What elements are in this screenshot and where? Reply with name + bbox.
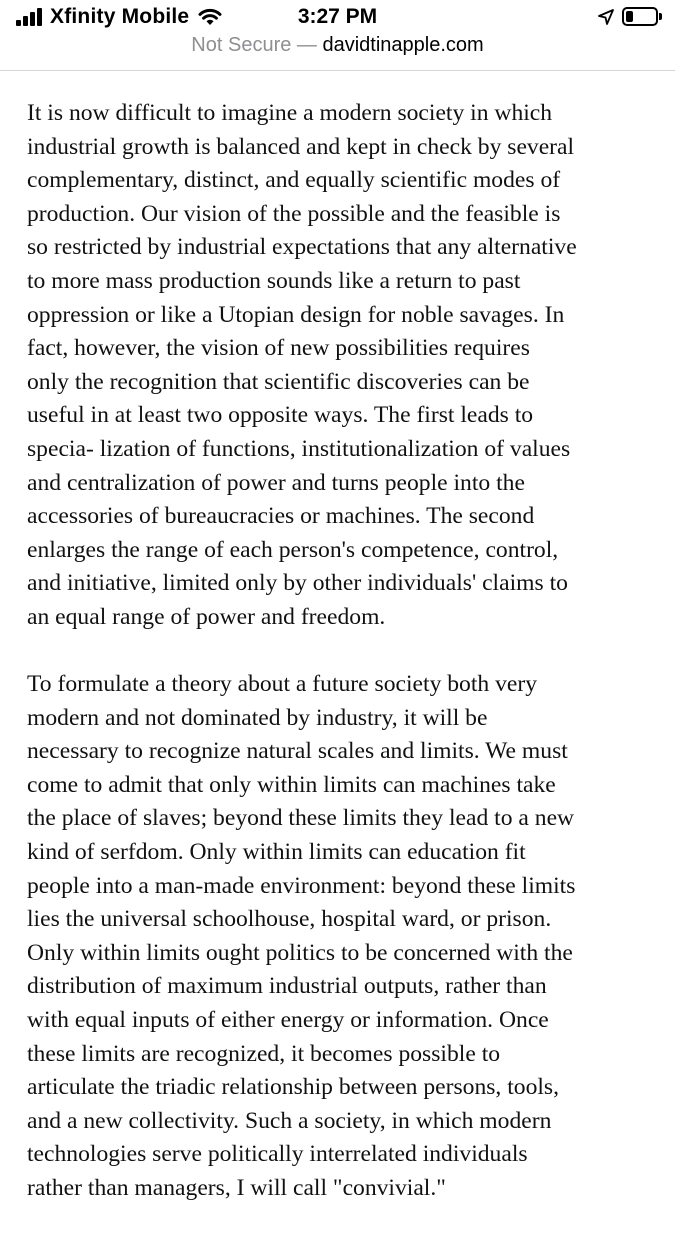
- text-line: industrial growth is balanced and kept in check by several: [27, 133, 575, 160]
- text-line: the place of slaves; beyond these limits they lead to a new: [27, 805, 575, 832]
- text-line: articulate the triadic relationship between persons, tools,: [27, 1074, 559, 1101]
- carrier-name: Xfinity Mobile: [50, 5, 190, 28]
- text-line: rather than managers, I will call "convivial.": [27, 1175, 446, 1201]
- location-arrow-icon: [597, 8, 615, 26]
- text-line: production. Our vision of the possible and the feasible is: [27, 200, 561, 227]
- text-line: lies the universal schoolhouse, hospital ward, or prison.: [27, 906, 552, 933]
- text-line: It is now difficult to imagine a modern society in which: [27, 100, 553, 126]
- battery-level: [626, 11, 633, 22]
- address-bar[interactable]: [0, 34, 675, 66]
- domain-label: davidtinapple.com: [322, 34, 484, 56]
- address-separator: —: [291, 34, 323, 56]
- paragraph-2: [27, 668, 655, 1206]
- text-line: specia- lization of functions, institutionalization of values: [27, 435, 571, 462]
- toolbar-divider: [0, 70, 675, 71]
- text-line: these limits are recognized, it becomes possible to: [27, 1040, 501, 1067]
- text-line: fact, however, the vision of new possibilities requires: [27, 335, 530, 362]
- text-line: accessories of bureaucracies or machines. The second: [27, 503, 535, 530]
- text-line: and centralization of power and turns people into the: [27, 469, 525, 496]
- text-line: with equal inputs of either energy or information. Once: [27, 1007, 549, 1034]
- text-line: so restricted by industrial expectations that any alternative: [27, 234, 577, 261]
- text-line: necessary to recognize natural scales and limits. We must: [27, 738, 568, 765]
- text-line: distribution of maximum industrial outputs, rather than: [27, 973, 547, 1000]
- paragraph-1: [27, 97, 655, 635]
- text-line: only the recognition that scientific discoveries can be: [27, 368, 530, 395]
- text-line: come to admit that only within limits can machines take: [27, 771, 556, 798]
- text-line: an equal range of power and freedom.: [27, 603, 386, 630]
- text-line: people into a man-made environment: beyond these limits: [27, 872, 576, 899]
- article-body: [27, 97, 655, 1239]
- security-label: Not Secure: [191, 34, 292, 56]
- status-bar: [0, 0, 675, 36]
- text-line: to more mass production sounds like a return to past: [27, 267, 521, 294]
- text-line: kind of serfdom. Only within limits can education fit: [27, 839, 526, 866]
- text-line: and initiative, limited only by other individuals' claims to: [27, 570, 568, 597]
- text-line: technologies serve politically interrelated individuals: [27, 1141, 528, 1168]
- text-line: and a new collectivity. Such a society, in which modern: [27, 1107, 552, 1134]
- text-line: To formulate a theory about a future society both very: [27, 671, 538, 698]
- text-line: oppression or like a Utopian design for noble savages. In: [27, 301, 565, 328]
- clock-time: 3:27 PM: [297, 5, 378, 28]
- text-line: Only within limits ought politics to be concerned with the: [27, 939, 573, 966]
- battery-nub: [659, 13, 662, 20]
- text-line: useful in at least two opposite ways. The first leads to: [27, 402, 534, 429]
- text-line: modern and not dominated by industry, it will be: [27, 704, 488, 731]
- text-line: complementary, distinct, and equally scientific modes of: [27, 167, 561, 194]
- battery-icon: [622, 7, 658, 26]
- text-line: enlarges the range of each person's competence, control,: [27, 536, 559, 563]
